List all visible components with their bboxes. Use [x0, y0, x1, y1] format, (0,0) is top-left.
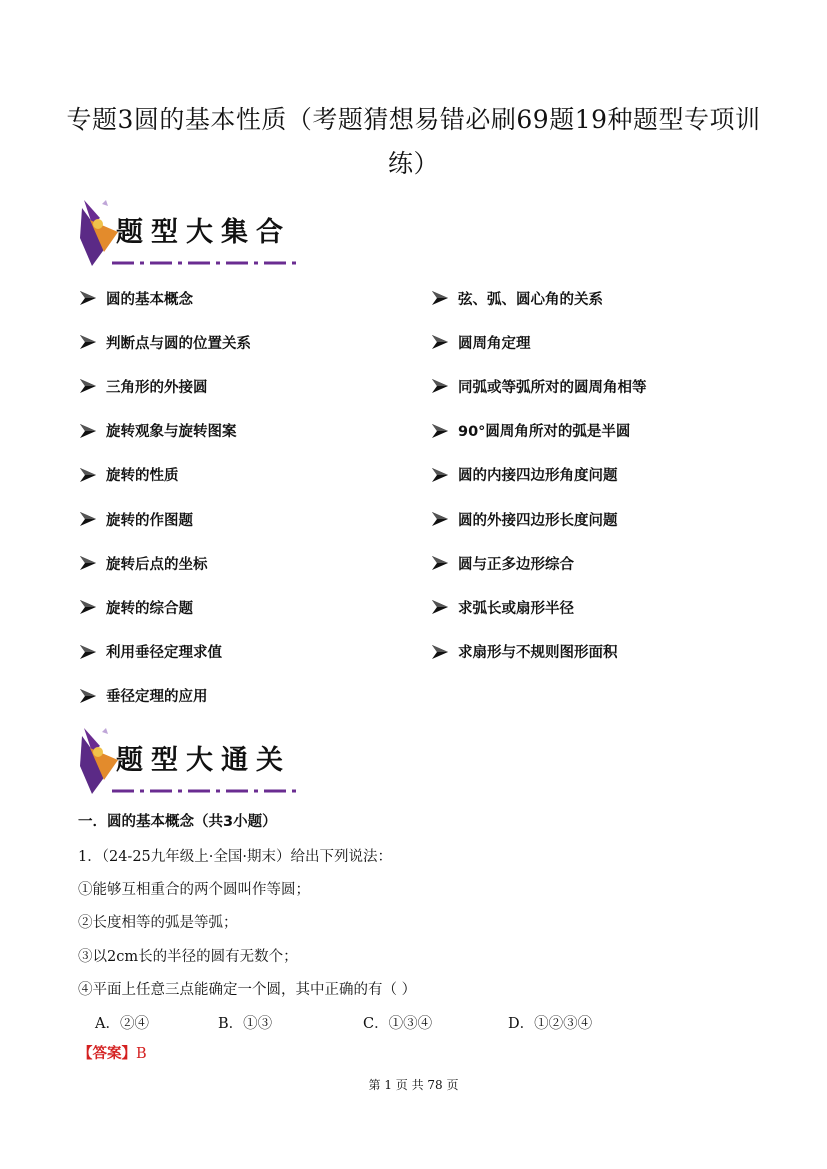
arrow-bullet-icon: [78, 376, 98, 396]
topic-item: [78, 640, 222, 664]
document-title: 专题3圆的基本性质（考题猜想易错必刷69题19种题型专项训练）: [66, 105, 761, 178]
topic-label: 求弧长或扇形半径: [458, 600, 574, 617]
topic-item: [430, 507, 618, 531]
topic-item: [430, 595, 574, 619]
answer-value: B: [136, 1046, 147, 1062]
topic-item: [78, 507, 193, 531]
topic-label: 旋转观象与旋转图案: [106, 424, 237, 441]
statement-2: ②长度相等的弧是等弧；: [78, 915, 238, 931]
arrow-bullet-icon: [430, 465, 450, 485]
arrow-bullet-icon: [430, 332, 450, 352]
topic-label: 利用垂径定理求值: [106, 645, 222, 662]
topic-item: [78, 374, 208, 398]
topic-label: 弦、弧、圆心角的关系: [458, 291, 603, 308]
topic-item: [430, 419, 630, 443]
topic-item: [78, 684, 208, 708]
topic-item: [78, 463, 179, 487]
topic-item: [78, 286, 193, 310]
arrow-bullet-icon: [78, 686, 98, 706]
topic-label: 圆的外接四边形长度问题: [458, 512, 618, 529]
topic-item: [430, 286, 603, 310]
topic-item: [78, 551, 208, 575]
topic-label: 旋转的作图题: [106, 512, 193, 529]
topic-label: 圆与正多边形综合: [458, 556, 574, 573]
topic-label: 三角形的外接圆: [106, 379, 208, 396]
arrow-bullet-icon: [78, 509, 98, 529]
topic-item: [430, 640, 618, 664]
arrow-bullet-icon: [78, 553, 98, 573]
topic-item: [78, 419, 237, 443]
arrow-bullet-icon: [78, 597, 98, 617]
arrow-bullet-icon: [430, 509, 450, 529]
banner-title: 题型大集合: [116, 217, 291, 248]
topic-label: 旋转的性质: [106, 468, 179, 485]
arrow-bullet-icon: [430, 376, 450, 396]
option-a: A．②④: [95, 1016, 149, 1032]
arrow-bullet-icon: [430, 642, 450, 662]
answer-label: 【答案】: [78, 1045, 136, 1062]
arrow-bullet-icon: [78, 332, 98, 352]
statement-1: ①能够互相重合的两个圆叫作等圆；: [78, 882, 310, 898]
section-heading: 一．圆的基本概念（共3小题）: [78, 814, 277, 830]
arrow-bullet-icon: [78, 465, 98, 485]
topic-item: [430, 463, 618, 487]
topic-item: [78, 595, 193, 619]
topic-label: 90°圆周角所对的弧是半圆: [458, 424, 631, 441]
option-c: C．①③④: [363, 1016, 433, 1032]
topic-item: [430, 551, 574, 575]
arrow-bullet-icon: [78, 288, 98, 308]
topic-label: 圆周角定理: [458, 335, 531, 352]
topic-item: [430, 330, 531, 354]
question-stem: 1．（24-25九年级上·全国·期末）给出下列说法：: [78, 849, 392, 865]
section-banner-practice: [78, 726, 304, 796]
banner-title: 题型大通关: [116, 745, 291, 776]
banner-underline: [112, 788, 302, 794]
statement-4: ④平面上任意三点能确定一个圆，其中正确的有（ ）: [78, 982, 417, 998]
arrow-bullet-icon: [430, 597, 450, 617]
arrow-bullet-icon: [78, 642, 98, 662]
arrow-bullet-icon: [78, 421, 98, 441]
page-footer: 第 1 页 共 78 页: [368, 1078, 459, 1092]
statement-3: ③以2cm长的半径的圆有无数个；: [78, 949, 298, 965]
answer-line: [78, 1042, 147, 1063]
option-b: B．①③: [218, 1016, 273, 1032]
topic-item: [78, 330, 251, 354]
topic-label: 垂径定理的应用: [106, 689, 208, 706]
topic-label: 圆的基本概念: [106, 291, 193, 308]
section-banner-collection: [78, 198, 304, 268]
arrow-bullet-icon: [430, 288, 450, 308]
topic-item: [430, 374, 647, 398]
option-d: D．①②③④: [508, 1016, 593, 1032]
topic-label: 旋转的综合题: [106, 600, 193, 617]
arrow-bullet-icon: [430, 553, 450, 573]
topic-label: 求扇形与不规则图形面积: [458, 645, 618, 662]
topic-label: 旋转后点的坐标: [106, 556, 208, 573]
topic-label: 判断点与圆的位置关系: [106, 335, 251, 352]
topic-label: 同弧或等弧所对的圆周角相等: [458, 379, 647, 396]
banner-underline: [112, 260, 302, 266]
topic-label: 圆的内接四边形角度问题: [458, 468, 618, 485]
arrow-bullet-icon: [430, 421, 450, 441]
